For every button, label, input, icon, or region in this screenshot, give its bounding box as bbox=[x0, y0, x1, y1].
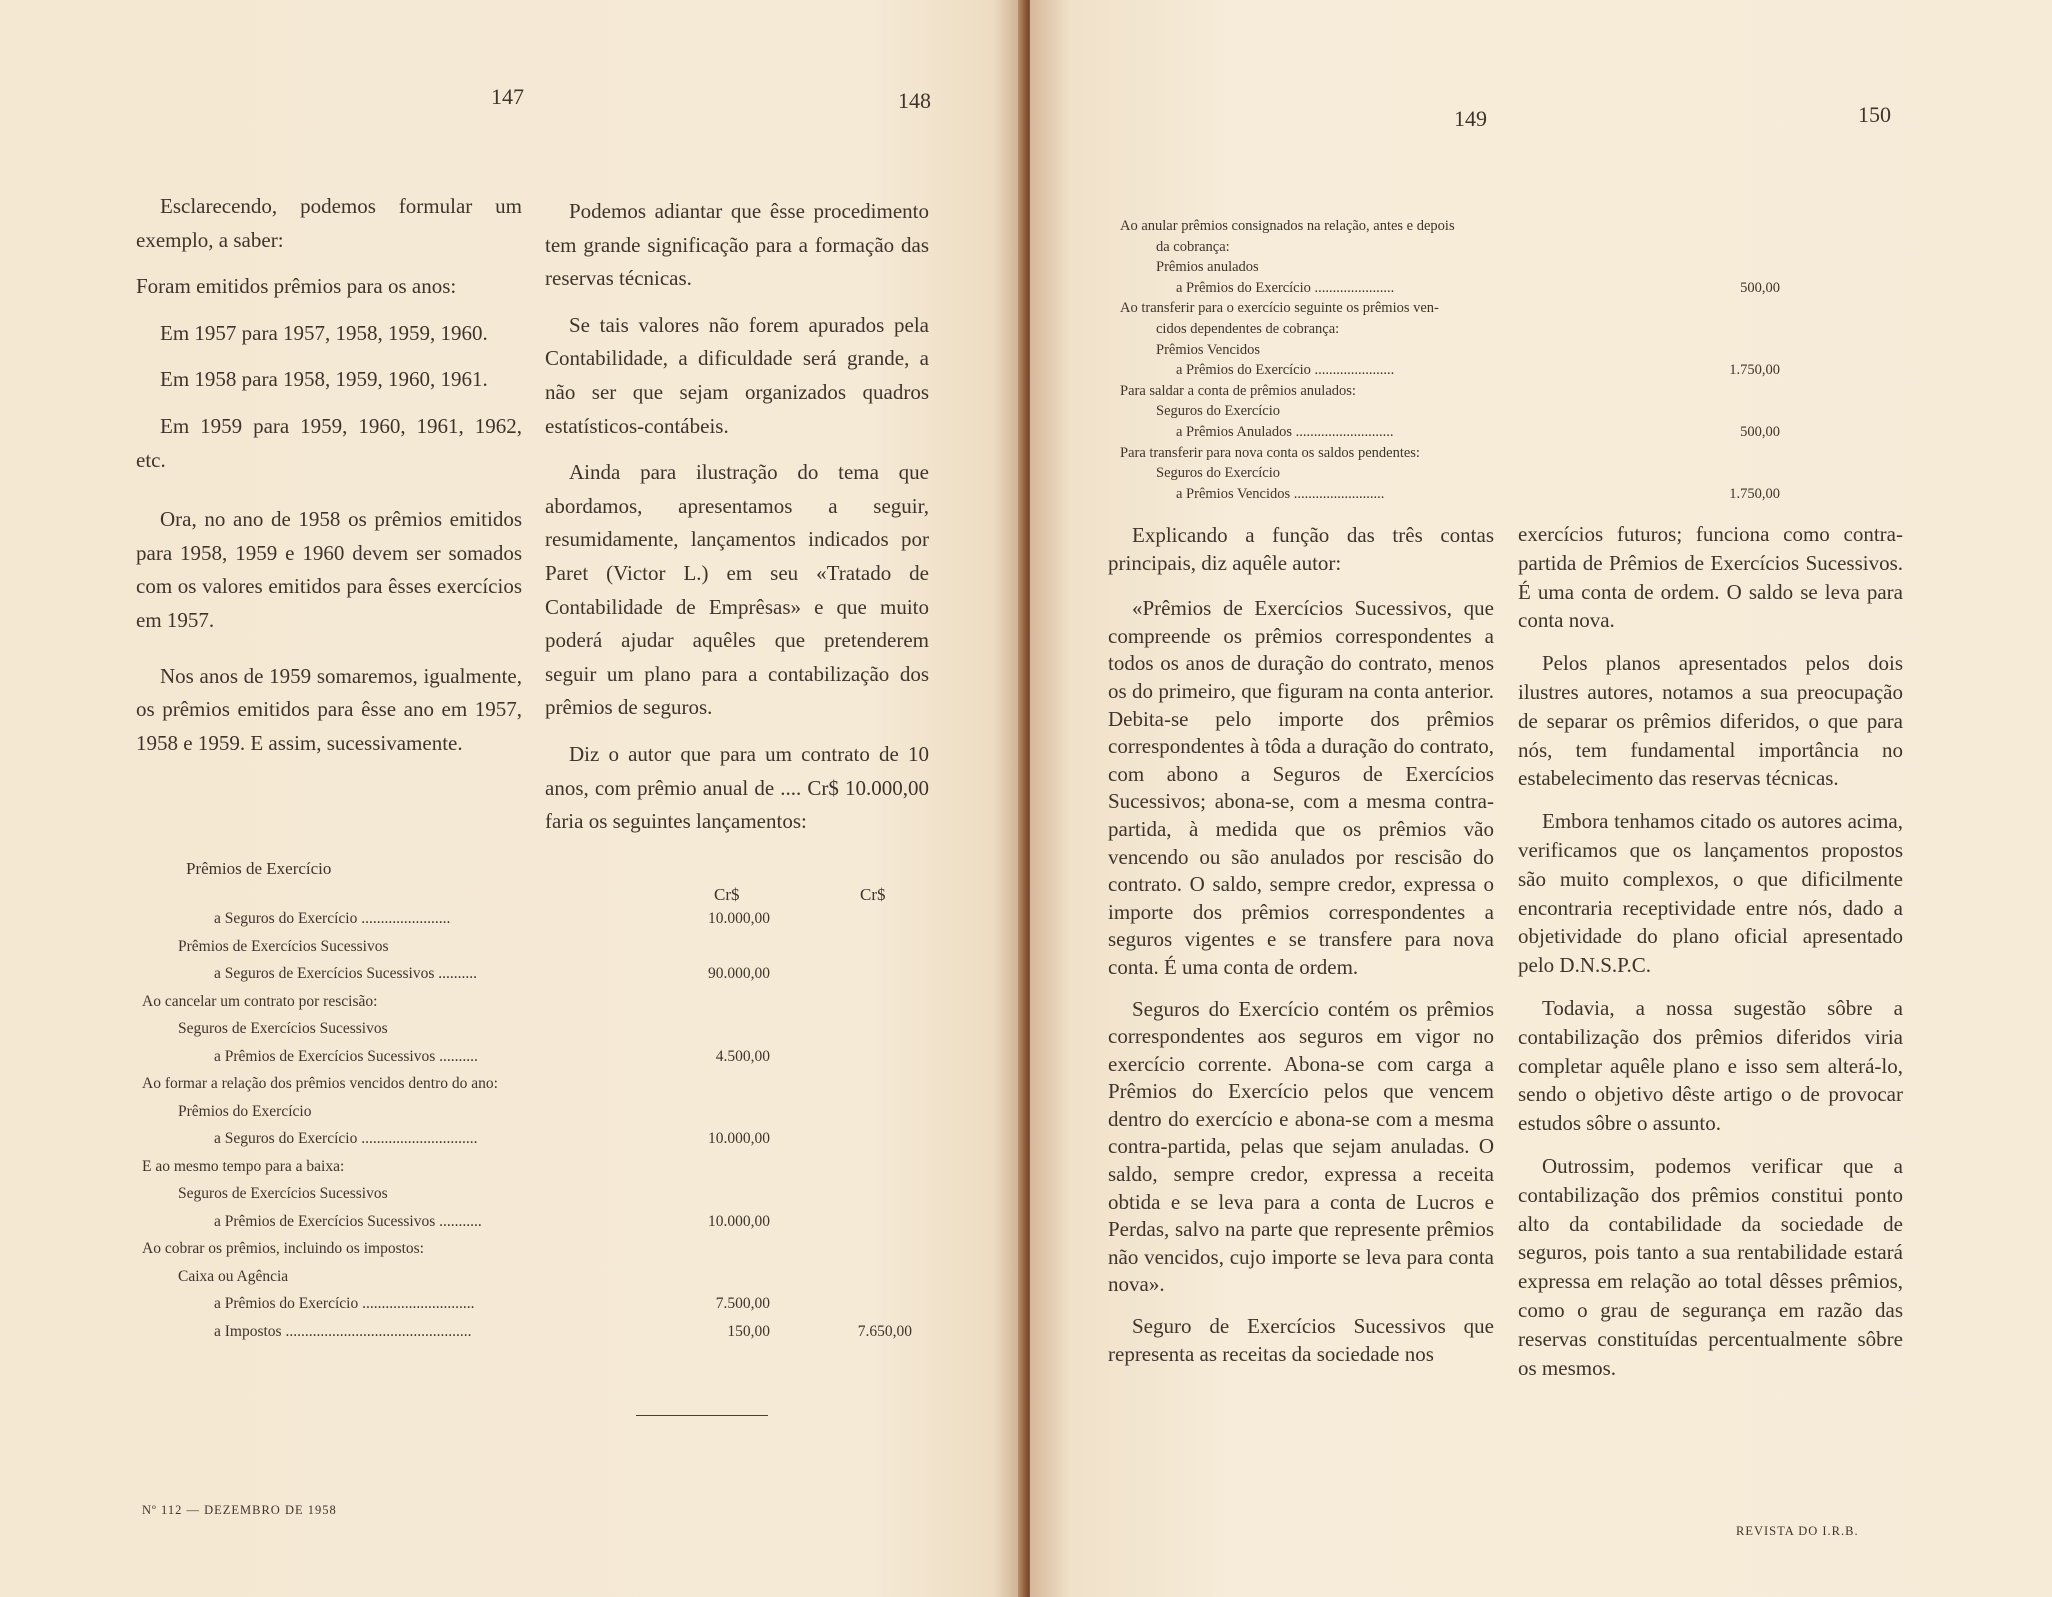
page-number-150: 150 bbox=[1858, 102, 1891, 127]
ledger-entries-2 bbox=[1120, 216, 1780, 504]
ledger-row bbox=[142, 1098, 922, 1126]
paragraph: Ainda para ilustração do tema que abordamos, apresentamos a seguir, resumidamente, lançamentos indicados por Paret (Victor L.) em seu «Tratado de Contabilidade de Emprêsas» e que muito poderá ajudar aquêles que pretenderem seguir um plano para a contabilização dos prêmios de seguros. bbox=[545, 460, 929, 720]
ledger-text: da cobrança: bbox=[1156, 238, 1230, 255]
ledger-row bbox=[142, 988, 922, 1016]
ledger-row bbox=[142, 905, 922, 933]
ledger-text: a Prêmios do Exercício ...................... bbox=[1176, 279, 1395, 296]
paragraph: Ora, no ano de 1958 os prêmios emitidos para 1958, 1959 e 1960 devem ser somados com os valores emitidos para êsses exercícios em 1957. bbox=[136, 507, 522, 632]
column-page-148 bbox=[545, 195, 929, 852]
ledger-amount-debit: 10.000,00 bbox=[708, 910, 770, 927]
ledger-row bbox=[1120, 360, 1780, 381]
ledger-text: Seguros de Exercícios Sucessivos bbox=[178, 1020, 388, 1037]
paragraph: Explicando a função das três contas principais, diz aquêle autor: bbox=[1108, 523, 1494, 575]
ledger-row bbox=[142, 1235, 922, 1263]
total-rule bbox=[636, 1415, 768, 1416]
ledger-text: Ao transferir para o exercício seguinte os prêmios ven- bbox=[1120, 300, 1439, 317]
ledger-amount-debit: 4.500,00 bbox=[715, 1047, 770, 1065]
ledger-amount-debit: 10.000,00 bbox=[708, 1130, 770, 1147]
ledger-row bbox=[142, 1208, 922, 1236]
left-page bbox=[0, 0, 1024, 1597]
ledger-row bbox=[1120, 298, 1780, 319]
ledger-text: a Prêmios de Exercícios Sucessivos ........... bbox=[214, 1212, 482, 1230]
right-page bbox=[1030, 0, 2052, 1597]
ledger-text: a Prêmios do Exercício ............................. bbox=[214, 1295, 475, 1312]
paragraph: Todavia, a nossa sugestão sôbre a contabilização dos prêmios diferidos viria completar aquêle plano e isso sem alterá-lo, sendo o objetivo dêste artigo o de provocar estudos sôbre o assunto. bbox=[1518, 995, 1903, 1136]
footer-journal: REVISTA DO I.R.B. bbox=[1736, 1524, 1859, 1538]
currency-header-2: Cr$ bbox=[860, 885, 886, 904]
ledger-text: Caixa ou Agência bbox=[178, 1267, 289, 1285]
ledger-row bbox=[1120, 319, 1780, 340]
ledger-row bbox=[142, 1125, 922, 1153]
ledger-row bbox=[1120, 237, 1780, 258]
ledger-text: Prêmios anulados bbox=[1156, 259, 1259, 276]
paragraph: Seguros do Exercício contém os prêmios correspondentes aos seguros em vigor no exercício corrente. Abona-se com carga a Prêmios do Exercício pelos que vencem dentro do exercício e abona-se com a mesma contra-partida, pelas que sejam anuladas. O saldo, sempre credor, expressa a receita obtida e se leva para a conta de Lucros e Perdas, salvo na parte que represente prêmios não vencidos, cujo importe se leva para conta nova». bbox=[1108, 996, 1494, 1297]
paragraph: Outrossim, podemos verificar que a contabilização dos prêmios constitui ponto alto da contabilidade da sociedade de seguros, pois tanto a sua rentabilidade estará expressa em relação ao total dêsses prêmios, como o grau de segurança em razão das reservas constituídas percentualmente sôbre os mesmos. bbox=[1518, 1153, 1903, 1380]
paragraph: Nos anos de 1959 somaremos, igualmente, os prêmios emitidos para êsse ano em 1957, 1958 e 1959. E assim, sucessivamente. bbox=[136, 663, 522, 755]
paragraph: Se tais valores não forem apurados pela Contabilidade, a dificuldade será grande, a não ser que sejam organizados quadros estatísticos-contábeis. bbox=[545, 312, 929, 438]
currency-header-1: Cr$ bbox=[714, 885, 740, 904]
ledger-row bbox=[1120, 257, 1780, 278]
footer-issue: Nº 112 — DEZEMBRO DE 1958 bbox=[142, 1503, 337, 1517]
ledger-amount-debit: 7.500,00 bbox=[715, 1295, 770, 1312]
ledger-text: a Prêmios do Exercício ...................... bbox=[1176, 362, 1395, 379]
ledger-text: a Prêmios de Exercícios Sucessivos .......... bbox=[214, 1047, 478, 1065]
ledger-text: Seguros de Exercícios Sucessivos bbox=[178, 1185, 388, 1202]
ledger-row bbox=[142, 960, 922, 988]
ledger-text: Seguros do Exercício bbox=[1156, 465, 1281, 482]
ledger-text: Seguros do Exercício bbox=[1156, 403, 1281, 420]
ledger-amount: 1.750,00 bbox=[1729, 362, 1780, 379]
paragraph: Diz o autor que para um contrato de 10 anos, com prêmio anual de .... Cr$ 10.000,00 faria os seguintes lançamentos: bbox=[545, 741, 929, 834]
page-number-147: 147 bbox=[491, 84, 524, 109]
paragraph: Em 1958 para 1958, 1959, 1960, 1961. bbox=[160, 367, 488, 392]
ledger-row bbox=[142, 1043, 922, 1071]
ledger-amount-debit: 10.000,00 bbox=[708, 1212, 770, 1230]
ledger-amount: 1.750,00 bbox=[1729, 485, 1780, 502]
ledger-first-account: Prêmios de Exercício bbox=[186, 859, 332, 878]
column-page-150 bbox=[1518, 520, 1903, 1395]
column-page-147 bbox=[136, 190, 522, 773]
ledger-amount-credit: 7.650,00 bbox=[857, 1322, 912, 1340]
ledger-text: Prêmios de Exercícios Sucessivos bbox=[178, 937, 389, 955]
ledger-text: E ao mesmo tempo para a baixa: bbox=[142, 1157, 345, 1175]
ledger-text: Para saldar a conta de prêmios anulados: bbox=[1120, 382, 1356, 399]
ledger-amount: 500,00 bbox=[1740, 423, 1780, 440]
paragraph: Em 1959 para 1959, 1960, 1961, 1962, etc. bbox=[136, 413, 522, 472]
ledger-text: Ao cobrar os prêmios, incluindo os impostos: bbox=[142, 1240, 424, 1257]
ledger-text: Ao anular prêmios consignados na relação, antes e depois bbox=[1120, 218, 1455, 234]
ledger-row bbox=[142, 1290, 922, 1318]
ledger-row bbox=[1120, 216, 1780, 237]
ledger-text: a Seguros do Exercício .............................. bbox=[214, 1130, 478, 1147]
column-page-149 bbox=[1108, 522, 1494, 1381]
ledger-row bbox=[142, 1180, 922, 1208]
paragraph: Podemos adiantar que êsse procedimento tem grande significação para a formação das reservas técnicas. bbox=[545, 199, 929, 291]
ledger-text: Para transferir para nova conta os saldos pendentes: bbox=[1120, 444, 1420, 461]
paragraph: Em 1957 para 1957, 1958, 1959, 1960. bbox=[160, 320, 488, 345]
ledger-row bbox=[1120, 422, 1780, 443]
paragraph: exercícios futuros; funciona como contra-partida de Prêmios de Exercícios Sucessivos. É uma conta de ordem. O saldo se leva para conta nova. bbox=[1518, 522, 1903, 633]
ledger-row bbox=[1120, 278, 1780, 299]
ledger-row bbox=[142, 1263, 922, 1291]
ledger-text: Prêmios do Exercício bbox=[178, 1102, 312, 1120]
paragraph: Foram emitidos prêmios para os anos: bbox=[136, 274, 457, 299]
paragraph: Esclarecendo, podemos formular um exemplo, a saber: bbox=[136, 194, 522, 252]
ledger-amount-debit: 90.000,00 bbox=[708, 965, 770, 982]
ledger-row bbox=[1120, 340, 1780, 361]
ledger-row bbox=[1120, 381, 1780, 402]
ledger-row bbox=[142, 1153, 922, 1181]
ledger-text: a Seguros do Exercício ....................... bbox=[214, 910, 451, 927]
ledger-row bbox=[142, 1015, 922, 1043]
ledger-text: Prêmios Vencidos bbox=[1156, 341, 1261, 358]
ledger-text: a Seguros de Exercícios Sucessivos .......... bbox=[214, 965, 478, 982]
ledger-text: a Prêmios Vencidos ......................... bbox=[1176, 485, 1385, 502]
page-number-148: 148 bbox=[898, 88, 931, 113]
paragraph: Embora tenhamos citado os autores acima, verificamos que os lançamentos propostos são muito complexos, o que dificilmente encontraria receptividade entre nós, dado a objetividade do plano oficial apresentado pelo D.N.S.P.C. bbox=[1518, 809, 1903, 978]
page-number-149: 149 bbox=[1454, 106, 1487, 131]
ledger-entries bbox=[142, 905, 922, 1345]
ledger-row bbox=[1120, 484, 1780, 505]
ledger-text: a Impostos ................................................ bbox=[214, 1322, 472, 1340]
ledger-row bbox=[142, 1318, 922, 1346]
paragraph: «Prêmios de Exercícios Sucessivos, que compreende os prêmios correspondentes a todos os anos de duração do contrato, menos os do primeiro, que figuram na conta anterior. Debita-se pelo importe dos prêmios correspondentes à tôda a duração do contrato, com abono a Seguros de Exercícios Sucessivos; abona-se, com a mesma contra-partida, à medida que os prêmios vão vencendo ou são anulados por rescisão do contrato. O saldo, sempre credor, expressa o importe dos prêmios correspondentes a seguros vigentes e se transfere para nova conta. É uma conta de ordem. bbox=[1108, 596, 1494, 979]
ledger-row bbox=[1120, 443, 1780, 464]
ledger-row bbox=[1120, 463, 1780, 484]
ledger-text: Ao cancelar um contrato por rescisão: bbox=[142, 992, 378, 1010]
ledger-row bbox=[142, 933, 922, 961]
ledger-text: a Prêmios Anulados ........................... bbox=[1176, 423, 1394, 440]
ledger-amount-debit: 150,00 bbox=[727, 1322, 770, 1340]
paragraph: Pelos planos apresentados pelos dois ilustres autores, notamos a sua preocupação de separar os prêmios diferidos, o que para nós, tem fundamental importância no estabelecimento das reservas técnicas. bbox=[1518, 651, 1903, 791]
paragraph: Seguro de Exercícios Sucessivos que representa as receitas da sociedade nos bbox=[1108, 1314, 1494, 1366]
ledger-text: Ao formar a relação dos prêmios vencidos dentro do ano: bbox=[142, 1075, 498, 1092]
ledger-row bbox=[142, 1070, 922, 1098]
ledger-row bbox=[1120, 401, 1780, 422]
ledger-amount: 500,00 bbox=[1740, 279, 1780, 296]
ledger-text: cidos dependentes de cobrança: bbox=[1156, 320, 1340, 337]
